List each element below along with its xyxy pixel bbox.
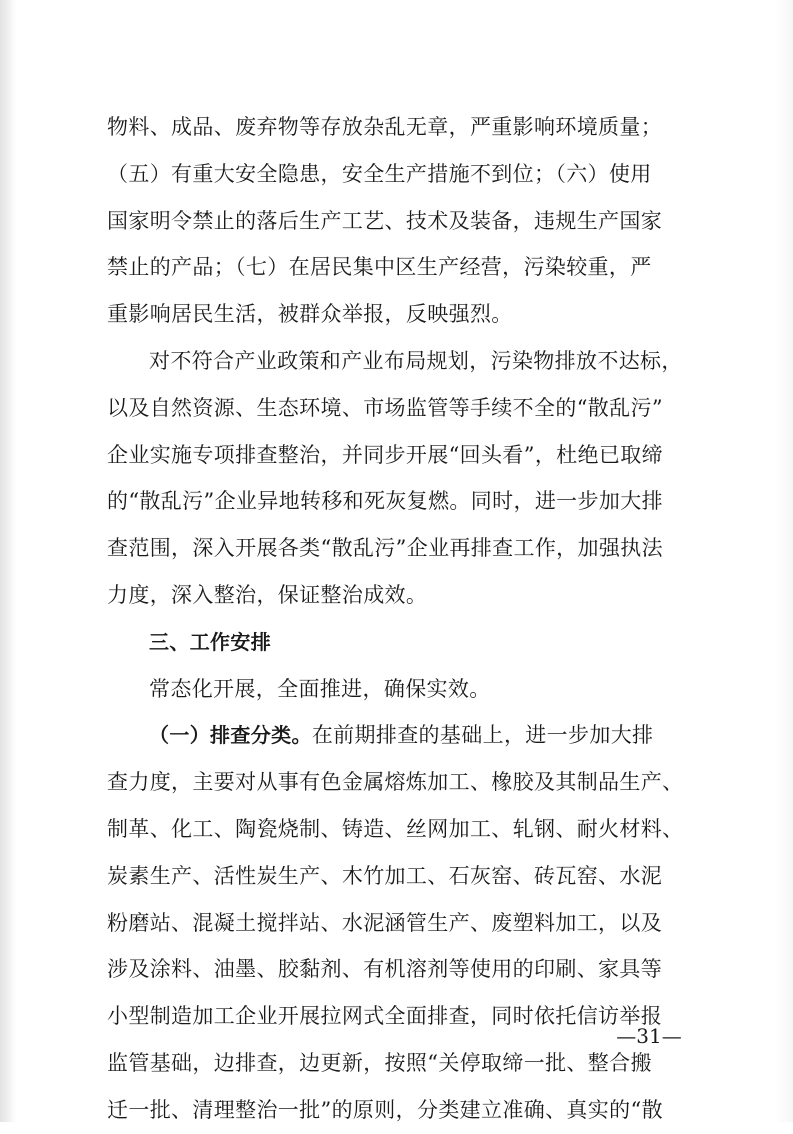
text-line: 国家明令禁止的落后生产工艺、技术及装备，违规生产国家 bbox=[107, 208, 663, 233]
page-number: —31— bbox=[616, 1024, 682, 1048]
scan-edge-shadow bbox=[0, 0, 14, 1122]
subsection-line bbox=[107, 712, 693, 759]
text-line: 的“散乱污”企业异地转移和死灰复燃。同时，进一步加大排 bbox=[107, 489, 663, 514]
text-line: 企业实施专项排查整治，并同步开展“回头看”，杜绝已取缔 bbox=[107, 442, 663, 467]
text-line: 查范围，深入开展各类“散乱污”企业再排查工作，加强执法 bbox=[107, 536, 663, 561]
text-line: 小型制造加工企业开展拉网式全面排查，同时依托信访举报 bbox=[107, 1004, 663, 1029]
subsection-title: （一）排查分类。 bbox=[149, 723, 312, 748]
text-line: （五）有重大安全隐患，安全生产措施不到位；（六）使用 bbox=[107, 161, 652, 186]
text-line: 迁一批、清理整治一批”的原则，分类建立准确、真实的“散 bbox=[107, 1097, 663, 1122]
text-line: 力度，深入整治，保证整治成效。 bbox=[107, 582, 428, 607]
subsection-text: 在前期排查的基础上，进一步加大排 bbox=[311, 723, 654, 748]
text-line: 重影响居民生活，被群众举报，反映强烈。 bbox=[107, 302, 513, 327]
paragraph-start-line: 对不符合产业政策和产业布局规划，污染物排放不达标， bbox=[149, 348, 683, 373]
text-line: 物料、成品、废弃物等存放杂乱无章，严重影响环境质量； bbox=[107, 115, 663, 139]
text-line: 涉及涂料、油墨、胶黏剂、有机溶剂等使用的印刷、家具等 bbox=[107, 957, 663, 982]
text-line: 监管基础，边排查，边更新，按照“关停取缔一批、整合搬 bbox=[107, 1050, 652, 1075]
text-line: 制革、化工、陶瓷烧制、铸造、丝网加工、轧钢、耐火材料、 bbox=[107, 816, 684, 841]
text-line: 粉磨站、混凝土搅拌站、水泥涵管生产、废塑料加工，以及 bbox=[107, 910, 663, 935]
text-line: 炭素生产、活性炭生产、木竹加工、石灰窑、砖瓦窑、水泥 bbox=[107, 863, 663, 888]
text-line: 禁止的产品；（七）在居民集中区生产经营，污染较重，严 bbox=[107, 255, 652, 280]
body-text bbox=[107, 104, 693, 1134]
text-line: 以及自然资源、生态环境、市场监管等手续不全的“散乱污” bbox=[107, 395, 663, 420]
paragraph-start-line: 常态化开展，全面推进，确保实效。 bbox=[149, 676, 491, 701]
section-heading: 三、工作安排 bbox=[149, 629, 272, 654]
text-line: 查力度，主要对从事有色金属熔炼加工、橡胶及其制品生产、 bbox=[107, 770, 684, 795]
